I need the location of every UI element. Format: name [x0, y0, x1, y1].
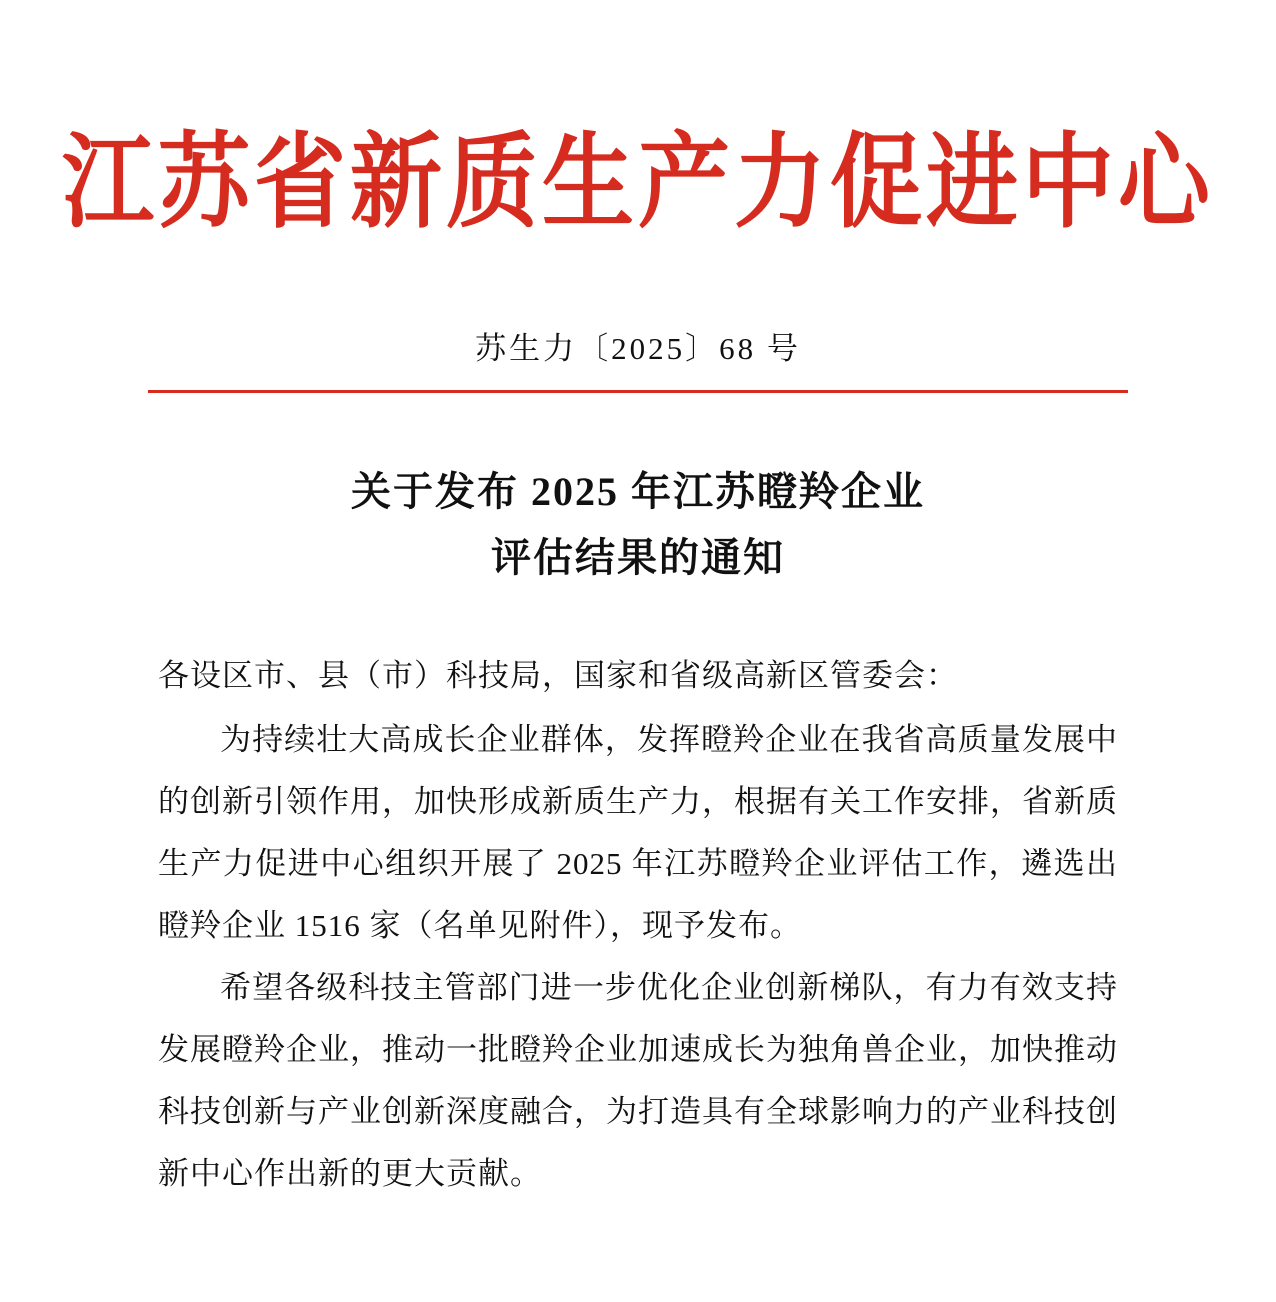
document-title: [0, 459, 1276, 591]
letterhead: [0, 0, 1276, 240]
body-paragraph-1: 为持续壮大高成长企业群体，发挥瞪羚企业在我省高质量发展中的创新引领作用，加快形成新质生产力，根据有关工作安排，省新质生产力促进中心组织开展了 2025 年江苏瞪羚企业评估工作，遴选出瞪羚企业 1516 家（名单见附件），现予发布。: [158, 722, 1118, 944]
document-title-line-2: 评估结果的通知: [491, 535, 785, 581]
issuing-organization-title: 江苏省新质生产力促进中心: [61, 125, 1214, 240]
red-divider-rule: [148, 390, 1128, 393]
document-title-line-1: 关于发布 2025 年江苏瞪羚企业: [351, 469, 925, 515]
document-number-row: [0, 323, 1276, 368]
document-body: [158, 645, 1118, 1205]
document-number: 苏生力〔2025〕68 号: [475, 331, 801, 367]
salutation: 各设区市、县（市）科技局，国家和省级高新区管委会：: [158, 658, 958, 694]
body-paragraph-2: 希望各级科技主管部门进一步优化企业创新梯队，有力有效支持发展瞪羚企业，推动一批瞪羚企业加速成长为独角兽企业，加快推动科技创新与产业创新深度融合，为打造具有全球影响力的产业科技创新中心作出新的更大贡献。: [158, 970, 1118, 1192]
